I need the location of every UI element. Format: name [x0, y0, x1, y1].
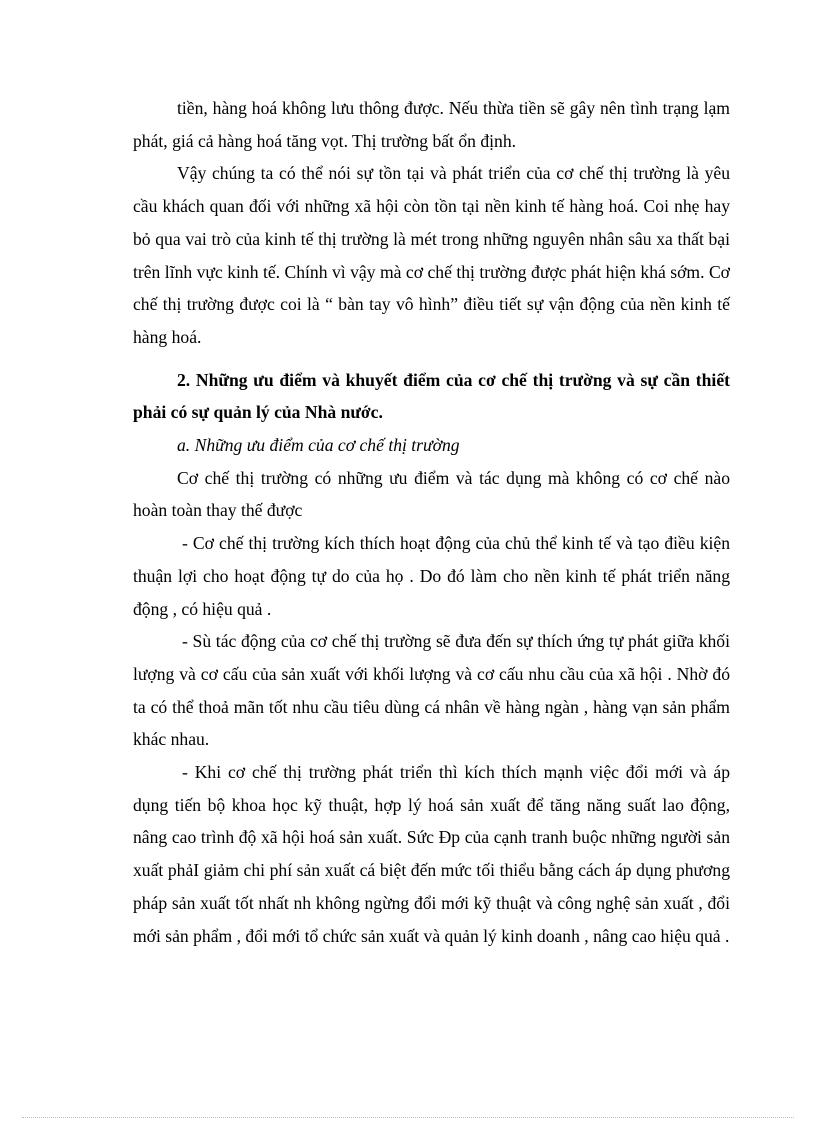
footer-divider [22, 1117, 794, 1118]
paragraph-advantage-3: - Khi cơ chế thị trường phát triển thì kích thích mạnh việc đổi mới và áp dụng tiến bộ khoa học kỹ thuật, hợp lý hoá sản xuất để tăng năng suất lao động, nâng cao trình độ xã hội hoá sản xuất. Sức Ðp của cạnh tranh buộc những người sản xuất phảI giảm chi phí sản xuất cá biệt đến mức tối thiểu bằng cách áp dụng phương pháp sản xuất tốt nhất nh không ngừng đổi mới kỹ thuật và công nghệ sản xuất , đổi mới sản phẩm , đổi mới tổ chức sản xuất và quản lý kinh doanh , nâng cao hiệu quả . [133, 762, 730, 946]
paragraph-advantage-2: - Sù tác động của cơ chế thị trường sẽ đưa đến sự thích ứng tự phát giữa khối lượng và cơ cấu của sản xuất với khối lượng và cơ cấu nhu cầu của xã hội . Nhờ đó ta có thể thoả mãn tốt nhu cầu tiêu dùng cá nhân về hàng ngàn , hàng vạn sản phẩm khác nhau. [133, 631, 730, 750]
paragraph-market-mechanism: Vậy chúng ta có thể nói sự tồn tại và phát triển của cơ chế thị trường là yêu cầu khách quan đối với những xã hội còn tồn tại nền kinh tế hàng hoá. Coi nhẹ hay bỏ qua vai trò của kinh tế thị trường là mét trong những nguyên nhân sâu xa thất bại trên lĩnh vực kinh tế. Chính vì vậy mà cơ chế thị trường được phát hiện khá sớm. Cơ chế thị trường được coi là “ bàn tay vô hình” điều tiết sự vận động của nền kinh tế hàng hoá. [133, 163, 730, 347]
section-heading-2: 2. Những ưu điểm và khuyết điểm của cơ chế thị trường và sự cần thiết phải có sự quản lý của Nhà nước. [133, 369, 730, 423]
subsection-heading-a: a. Những ưu điểm của cơ chế thị trường [177, 435, 460, 456]
document-body [133, 92, 730, 952]
paragraph-advantages-intro: Cơ chế thị trường có những ưu điểm và tác dụng mà không có cơ chế nào hoàn toàn thay thế được [133, 467, 730, 521]
paragraph-advantage-1: - Cơ chế thị trường kích thích hoạt động của chủ thể kinh tế và tạo điều kiện thuận lợi cho hoạt động tự do của họ . Do đó làm cho nền kinh tế phát triển năng động , có hiệu quả . [133, 533, 730, 619]
paragraph-continuation: tiền, hàng hoá không lưu thông được. Nếu thừa tiền sẽ gây nên tình trạng lạm phát, giá cả hàng hoá tăng vọt. Thị trường bất ổn định. [133, 98, 730, 151]
